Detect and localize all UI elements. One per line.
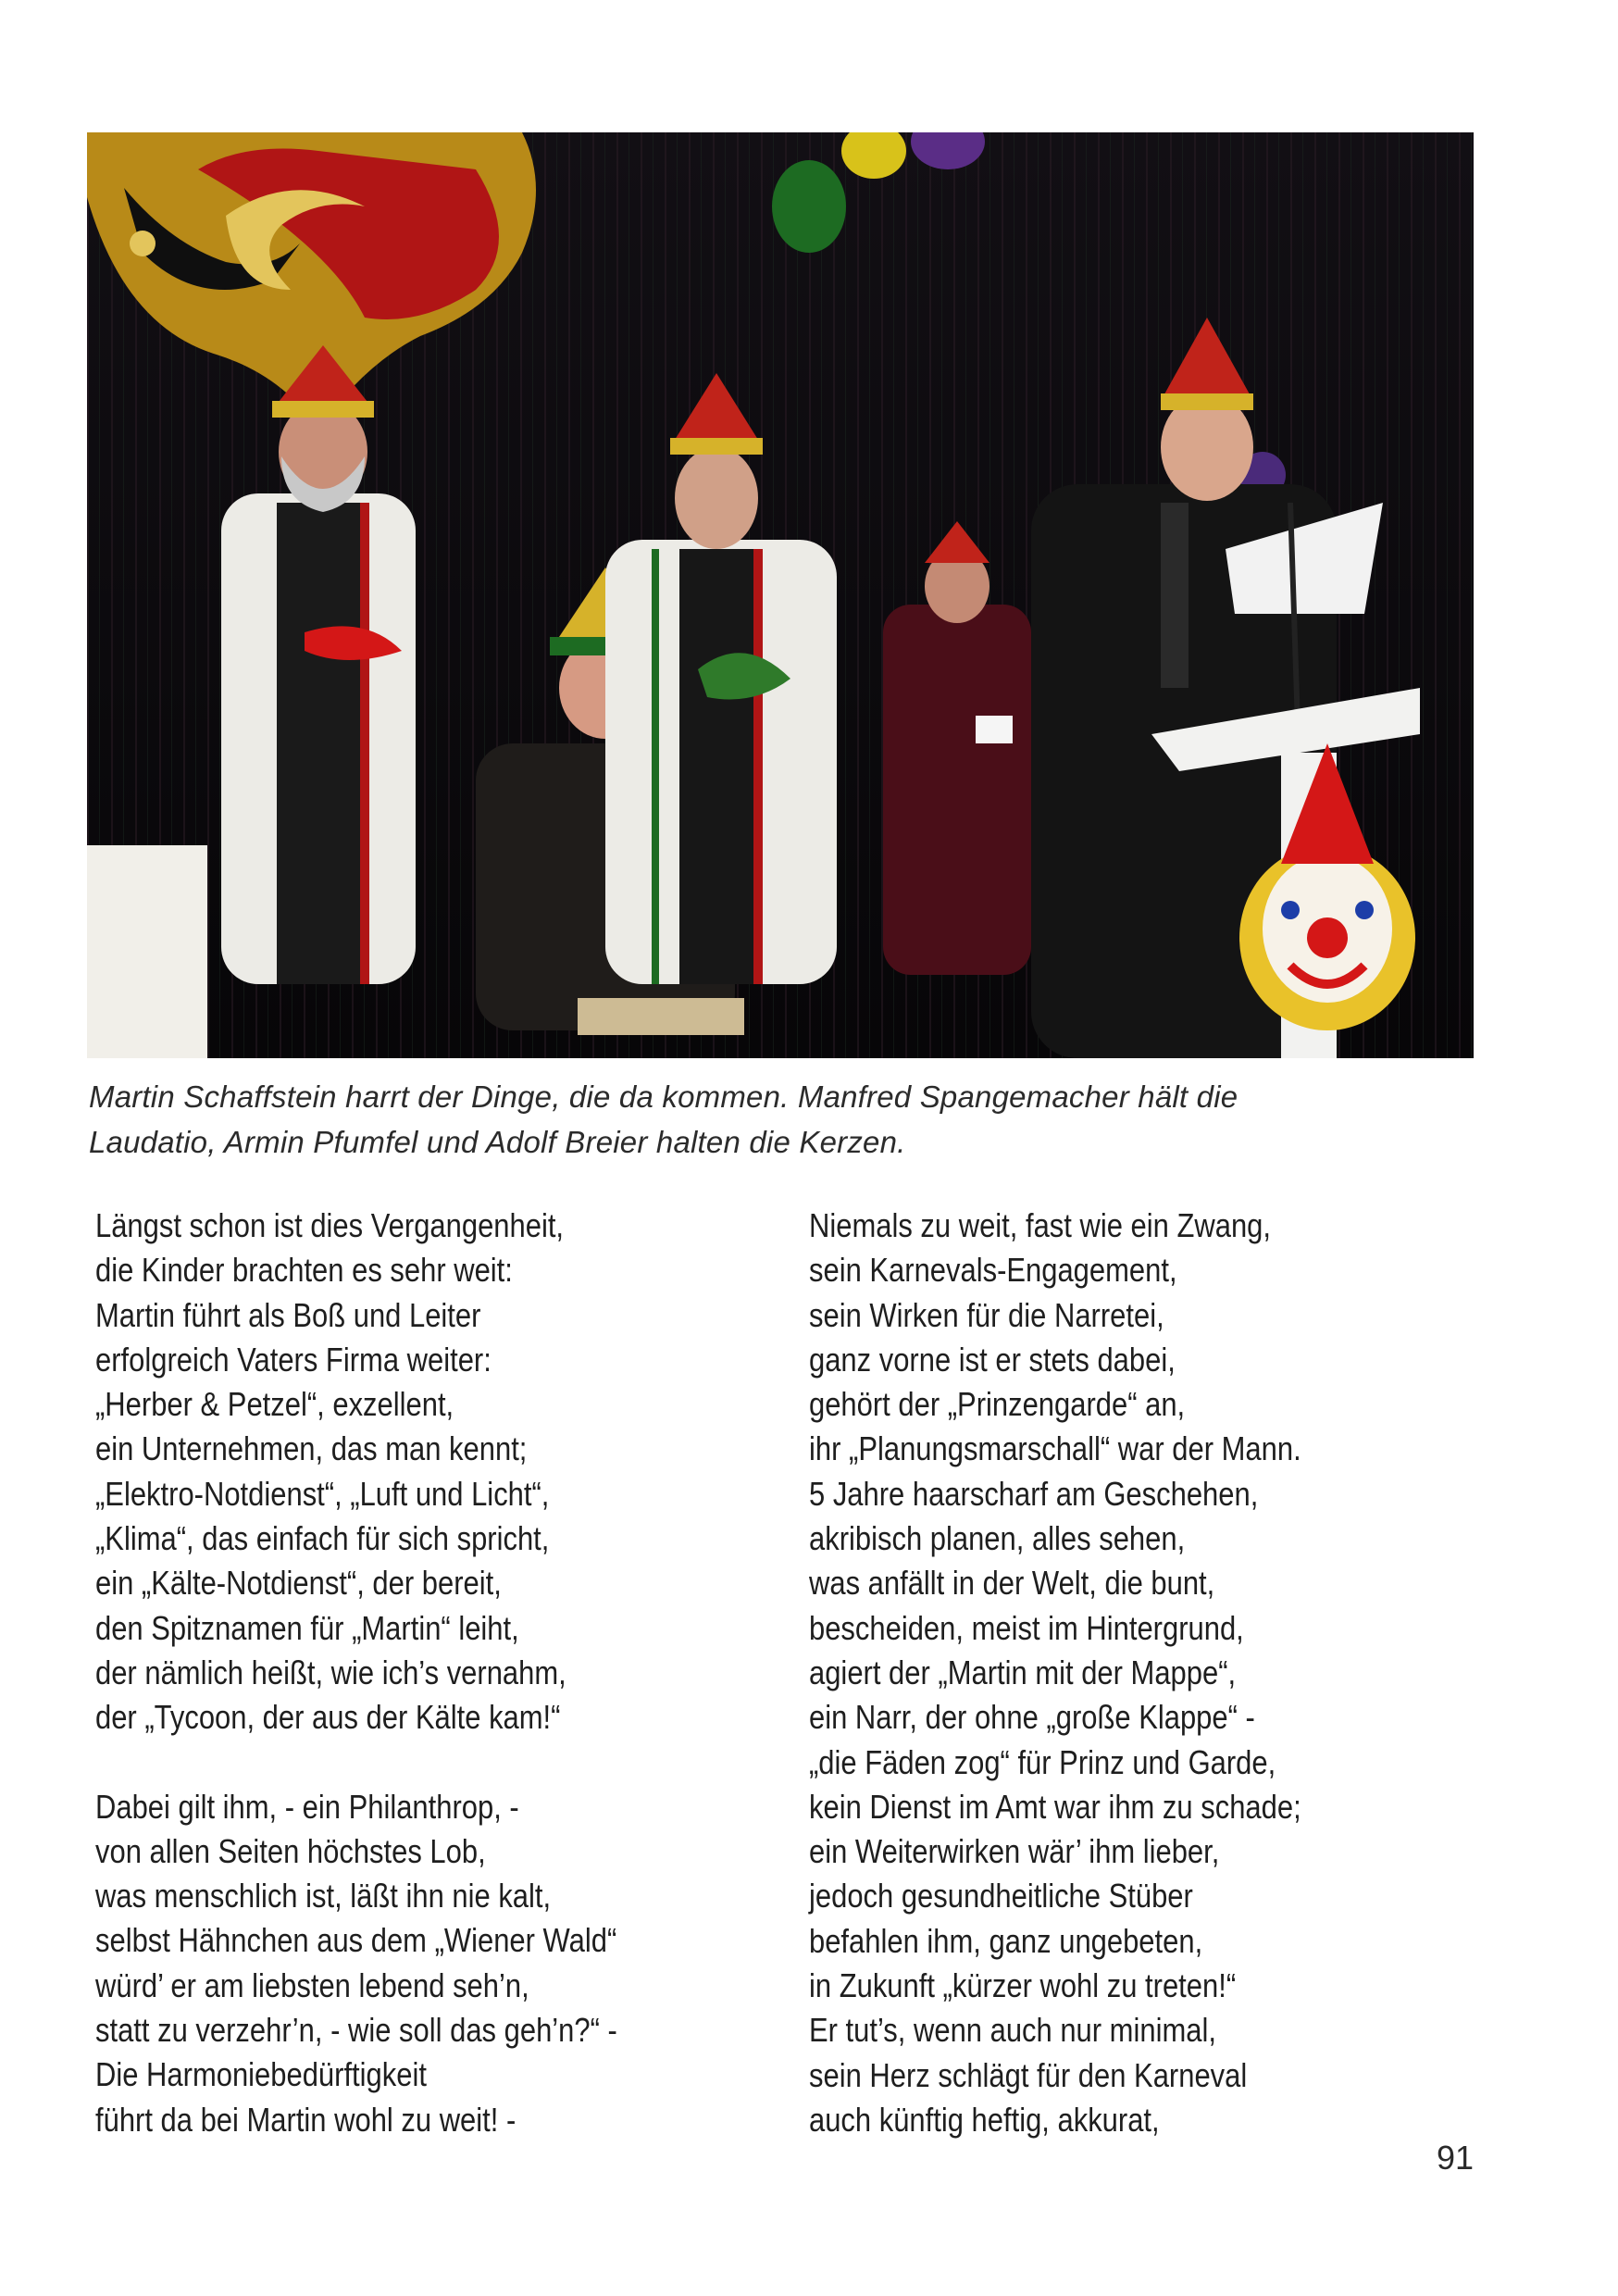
poem-line: auch künftig heftig, akkurat,	[809, 2100, 1160, 2139]
poem-line: selbst Hähnchen aus dem „Wiener Wald“	[95, 1921, 617, 1960]
poem-line: den Spitznamen für „Martin“ leiht,	[95, 1608, 519, 1647]
balloon	[772, 160, 846, 253]
poem-line: sein Herz schlägt für den Karneval	[809, 2055, 1248, 2094]
poem-line: akribisch planen, alles sehen,	[809, 1519, 1186, 1558]
poem-line: die Kinder brachten es sehr weit:	[95, 1251, 513, 1290]
poem-line: in Zukunft „kürzer wohl zu treten!“	[809, 1966, 1237, 2005]
poem-line: von allen Seiten höchstes Lob,	[95, 1831, 486, 1870]
poem-line: sein Karnevals-Engagement,	[809, 1251, 1177, 1290]
page-number: 91	[1437, 2139, 1475, 2177]
poem-line: bescheiden, meist im Hintergrund,	[809, 1608, 1244, 1647]
poem-line: Niemals zu weit, fast wie ein Zwang,	[809, 1206, 1271, 1244]
photo-illustration	[87, 132, 1474, 1058]
poem-line: „Herber & Petzel“, exzellent,	[95, 1385, 454, 1424]
poem-line: Martin führt als Boß und Leiter	[95, 1295, 481, 1334]
poem-line: was anfällt in der Welt, die bunt,	[809, 1564, 1215, 1603]
poem-line: ein Unternehmen, das man kennt;	[95, 1429, 528, 1468]
caption-line: Laudatio, Armin Pfumfel und Adolf Breier halten die Kerzen.	[89, 1125, 906, 1159]
poem-line: 5 Jahre haarscharf am Geschehen,	[809, 1474, 1259, 1513]
poem-line: würd’ er am liebsten lebend seh’n,	[95, 1965, 529, 2004]
poem-line: der „Tycoon, der aus der Kälte kam!“	[95, 1698, 561, 1737]
poem-line: Die Harmoniebedürftigkeit	[95, 2055, 427, 2094]
poem-line: Dabei gilt ihm, - ein Philanthrop, -	[95, 1787, 519, 1826]
poem-line: sein Wirken für die Narretei,	[809, 1295, 1164, 1334]
poem-line: „Elektro-Notdienst“, „Luft und Licht“,	[95, 1474, 550, 1513]
poem-line: befahlen ihm, ganz ungebeten,	[809, 1921, 1203, 1960]
poem-line: statt zu verzehr’n, - wie soll das geh’n?“ -	[95, 2011, 617, 2050]
poem-line: kein Dienst im Amt war ihm zu schade;	[809, 1787, 1301, 1826]
poem-line: agiert der „Martin mit der Mappe“,	[809, 1653, 1237, 1691]
table	[87, 845, 207, 1058]
poem-column-right	[809, 1204, 1414, 2142]
poem-line: jedoch gesundheitliche Stüber	[809, 1877, 1193, 1915]
poem-line: ganz vorne ist er stets dabei,	[809, 1340, 1176, 1379]
poem-line: gehört der „Prinzengarde“ an,	[809, 1385, 1186, 1424]
poem-line: was menschlich ist, läßt ihn nie kalt,	[95, 1877, 552, 1915]
poem-line: ein Narr, der ohne „große Klappe“ -	[809, 1698, 1255, 1737]
poem-line: führt da bei Martin wohl zu weit! -	[95, 2100, 517, 2139]
carnival-photo	[87, 132, 1474, 1058]
poem-line: ihr „Planungsmarschall“ war der Mann.	[809, 1429, 1301, 1468]
poem-line: erfolgreich Vaters Firma weiter:	[95, 1340, 492, 1379]
poem-line: ein Weiterwirken wär’ ihm lieber,	[809, 1832, 1220, 1871]
photo-caption	[89, 1074, 1477, 1165]
poem-line: Längst schon ist dies Vergangenheit,	[95, 1206, 565, 1244]
poem-column-left	[95, 1204, 668, 2142]
stanza-gap	[95, 1741, 668, 1785]
poem-line: „Klima“, das einfach für sich spricht,	[95, 1519, 550, 1558]
caption-line: Martin Schaffstein harrt der Dinge, die da kommen. Manfred Spangemacher hält die	[89, 1079, 1238, 1114]
poem-line: ein „Kälte-Notdienst“, der bereit,	[95, 1564, 502, 1603]
poem-line: der nämlich heißt, wie ich’s vernahm,	[95, 1653, 566, 1691]
poem-line: Er tut’s, wenn auch nur minimal,	[809, 2011, 1216, 2050]
poem-line: „die Fäden zog“ für Prinz und Garde,	[809, 1742, 1276, 1781]
